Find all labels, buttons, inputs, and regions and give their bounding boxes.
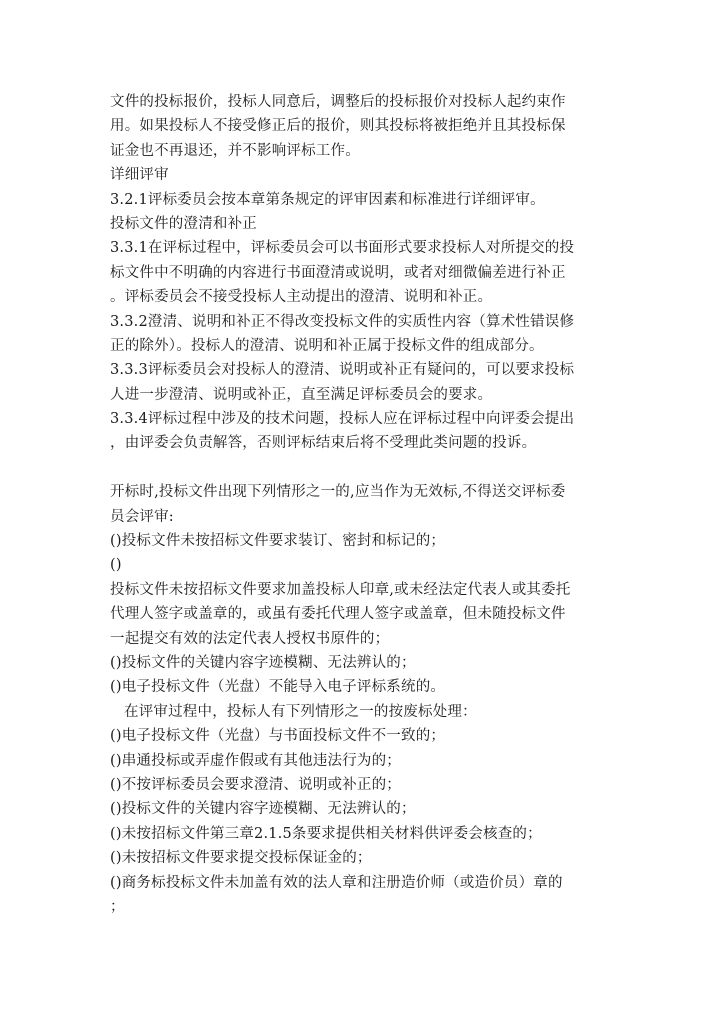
clause-3-3-4-line-1: 3.3.4评标过程中涉及的技术问题，投标人应在评标过程中向评委会提出 <box>110 411 575 428</box>
rejection-item-5: ()未按招标文件第三章2.1.5条要求提供相关材料供评委会核查的； <box>110 825 542 842</box>
clause-3-3-3-line-1: 3.3.3评标委员会对投标人的澄清、说明或补正有疑问的，可以要求投标 <box>110 362 575 379</box>
body-line-3: 证金也不再退还，并不影响评标工作。 <box>110 142 360 159</box>
clause-3-3-4-line-2: ，由评委会负责解答，否则评标结束后将不受理此类问题的投诉。 <box>110 435 537 452</box>
rejection-item-4: ()投标文件的关键内容字迹模糊、无法辨认的； <box>110 801 416 818</box>
blank-line <box>110 456 615 480</box>
invalid-item-3: ()投标文件的关键内容字迹模糊、无法辨认的； <box>110 654 416 671</box>
clause-3-3-2-line-2: 正的除外）。投标人的澄清、说明和补正属于投标文件的组成部分。 <box>110 337 544 354</box>
rejection-item-7-line-1: ()商务标投标文件未加盖有效的法人章和注册造价师（或造价员）章的 <box>110 874 563 891</box>
invalid-item-2-line-2: 代理人签字或盖章的，或虽有委托代理人签字或盖章，但未随投标文件 <box>110 606 566 623</box>
rejection-item-7-line-2: ； <box>110 898 125 915</box>
clause-3-3-1-line-2: 标文件中不明确的内容进行书面澄清或说明，或者对细微偏差进行补正 <box>110 264 566 281</box>
clause-3-3-1-line-1: 3.3.1在评标过程中，评标委员会可以书面形式要求投标人对所提交的投 <box>110 240 575 257</box>
rejection-intro: 在评审过程中，投标人有下列情形之一的按废标处理： <box>124 703 477 720</box>
document-body <box>110 90 615 919</box>
rejection-item-2: ()串通投标或弄虚作假或有其他违法行为的； <box>110 752 402 769</box>
clause-3-2-1: 3.2.1评标委员会按本章第条规定的评审因素和标准进行详细评审。 <box>110 191 545 208</box>
body-line-2: 用。如果投标人不接受修正后的报价，则其投标将被拒绝并且其投标保 <box>110 118 566 135</box>
invalid-item-2-marker: () <box>110 557 122 574</box>
rejection-item-3: ()不按评标委员会要求澄清、说明或补正的； <box>110 776 402 793</box>
clause-3-3-3-line-2: 人进一步澄清、说明或补正，直至满足评标委员会的要求。 <box>110 386 493 403</box>
rejection-item-6: ()未按招标文件要求提交投标保证金的； <box>110 850 372 867</box>
section-heading-clarification: 投标文件的澄清和补正 <box>110 215 257 232</box>
body-line-1: 文件的投标报价，投标人同意后，调整后的投标报价对投标人起约束作 <box>110 94 566 110</box>
section-heading-detailed-review: 详细评审 <box>110 167 169 184</box>
clause-3-3-1-line-3: 。评标委员会不接受投标人主动提出的澄清、说明和补正。 <box>110 289 493 306</box>
clause-3-3-2-line-1: 3.3.2澄清、说明和补正不得改变投标文件的实质性内容（算术性错误修 <box>110 313 575 330</box>
rejection-item-1: ()电子投标文件（光盘）与书面投标文件不一致的； <box>110 728 446 745</box>
invalid-bid-intro-line-1: 开标时,投标文件出现下列情形之一的,应当作为无效标,不得送交评标委 <box>110 484 566 501</box>
invalid-item-4: ()电子投标文件（光盘）不能导入电子评标系统的。 <box>110 679 446 696</box>
invalid-bid-intro-line-2: 员会评审: <box>110 508 174 525</box>
invalid-item-2-line-1: 投标文件未按招标文件要求加盖投标人印章,或未经法定代表人或其委托 <box>110 581 571 598</box>
invalid-item-2-line-3: 一起提交有效的法定代表人授权书原件的； <box>110 630 390 647</box>
invalid-item-1: ()投标文件未按招标文件要求装订、密封和标记的； <box>110 533 446 550</box>
